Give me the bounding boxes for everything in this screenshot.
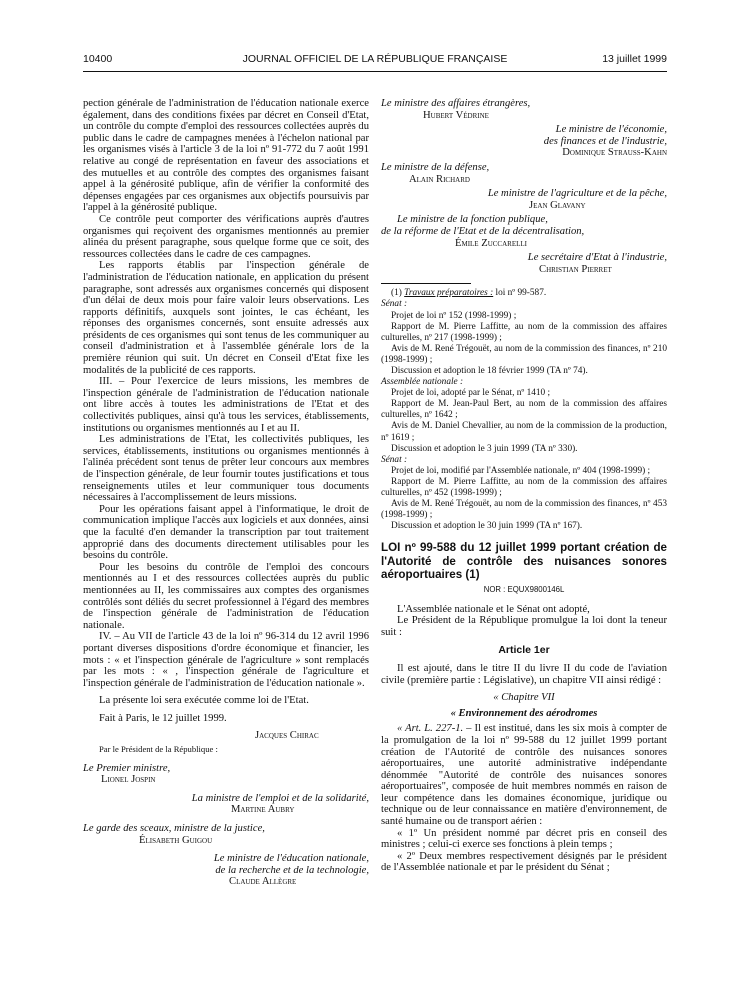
- footnote-line: Projet de loi, modifié par l'Assemblée nationale, nº 404 (1998-1999) ;: [391, 465, 651, 476]
- paragraph: Il est ajouté, dans le titre II du livre II du code de l'aviation civile (première partie : Législative), un chapitre VII ainsi rédigé :: [381, 662, 667, 686]
- paragraph: « 1º Un président nommé par décret pris en conseil des ministres ; celui-ci exerce ses fonctions à plein temps ;: [381, 827, 667, 851]
- signatory-title: Le ministre de la défense,: [381, 161, 490, 173]
- signatory-title: de la recherche et de la technologie,: [215, 864, 369, 876]
- signatory-name: Claude Allègre: [229, 876, 297, 888]
- nor-reference: NOR : EQUX9800146L: [483, 584, 565, 594]
- left-column: [83, 98, 369, 888]
- footnote-line: Projet de loi nº 152 (1998-1999) ;: [391, 310, 517, 321]
- chapter-heading: « Chapitre VII: [493, 692, 555, 704]
- footnote-rule: [381, 283, 471, 284]
- article-heading: Article 1er: [498, 644, 550, 657]
- signatory-name: Lionel Jospin: [101, 774, 156, 786]
- signatory-title: Le ministre des affaires étrangères,: [381, 98, 531, 109]
- signatory-name: Dominique Strauss-Kahn: [562, 147, 667, 159]
- footnote-line: Rapport de M. Pierre Laffitte, au nom de la commission des affaires culturelles, nº 217 (1998-1999) ;: [381, 321, 667, 343]
- right-column: [381, 98, 667, 874]
- footnote-line: Avis de M. René Trégouët, au nom de la commission des finances, nº 453 (1998-1999) ;: [381, 499, 667, 521]
- header-rule: [83, 71, 667, 72]
- signatory-title: Le ministre de la fonction publique,: [397, 214, 548, 226]
- signatory-title: Le secrétaire d'Etat à l'industrie,: [527, 252, 667, 264]
- footnote-line: Discussion et adoption le 18 février 1999 (TA nº 74).: [391, 365, 588, 376]
- footnote-line: Projet de loi, adopté par le Sénat, nº 1410 ;: [391, 388, 551, 399]
- signatory-title: Le ministre de l'agriculture et de la pêche,: [487, 188, 667, 200]
- paragraph: Les rapports établis par l'inspection générale de l'administration de l'éducation nationale, en application du présent paragraphe, sont adressés aux organismes concernés qui disposent d'un délai de deux mois pour faire valoir leurs observations. Les rapports définitifs, auxquels sont jointes, le cas échéant, les réponses des organismes concernés, sont ensuite adressés aux présidents de ces organismes qui sont tenus de les communiquer au conseil d'administration et à l'assemblée générale lors de la première réunion qui suit. Un décret en Conseil d'Etat fixe les modalités de la publicité de ces rapports.: [83, 260, 369, 376]
- signatory-name: Christian Pierret: [539, 263, 612, 275]
- paragraph: « 2º Deux membres respectivement désignés par le président de l'Assemblée nationale et par le président du Sénat ;: [381, 850, 667, 874]
- footnote-line: Discussion et adoption le 3 juin 1999 (TA nº 330).: [391, 443, 578, 454]
- issue-date: 13 juillet 1999: [602, 53, 667, 65]
- paragraph: Pour les besoins du contrôle de l'emploi des concours mentionnés au I et des ressources collectées auprès du public mentionnées au II, les commissaires aux comptes des organismes contrôlés sont déliés du secret professionnel à l'égard des membres de l'inspection générale de l'administration de l'éducation nationale.: [83, 561, 369, 631]
- footnote-heading: (1) Travaux préparatoires : loi nº 99-587.: [391, 288, 547, 299]
- signatory-title: de la réforme de l'Etat et de la décentralisation,: [381, 225, 585, 237]
- chamber-label: Sénat :: [381, 299, 408, 310]
- journal-title: JOURNAL OFFICIEL DE LA RÉPUBLIQUE FRANÇAISE: [242, 53, 508, 65]
- paragraph: Le Président de la République promulgue la loi dont la teneur suit :: [381, 615, 667, 638]
- paragraph: « Art. L. 227-1. – Il est institué, dans les six mois à compter de la promulgation de la loi nº 99-588 du 12 juillet 1999 portant création de l'Autorité de contrôle des nuisances sonores aéroportuaires, une autorité administrative indépendante dénommée "Autorité de contrôle des nuisances sonores aéroportuaires", composée de huit membres nommés en raison de leur compétence dans les domaines économique, juridique ou technique ou de leur connaissance en matière d'environnement, de santé humaine ou de transport aérien :: [381, 723, 667, 828]
- page-header: [83, 53, 667, 67]
- footnote-line: Avis de M. René Trégouët, au nom de la commission des finances, nº 210 (1998-1999) ;: [381, 343, 667, 365]
- paragraph: pection générale de l'administration de l'éducation nationale exerce également, dans des conditions fixées par décret en Conseil d'Etat, un contrôle du compte d'emploi des ressources collectées auprès du public dans le cadre de campagnes menées à l'échelon national par les organismes visés à l'article 3 de la loi nº 91-772 du 7 août 1991 relative au congé de représentation en faveur des associations et des mutuelles et au contrôle des comptes des organismes faisant appel à la générosité publique, afin de vérifier la conformité des dépenses engagées par ces organismes aux objectifs poursuivis par l'appel à la générosité publique.: [83, 98, 369, 214]
- footnote-line: Rapport de M. Pierre Laffitte, au nom de la commission des affaires culturelles, nº 452 (1998-1999) ;: [381, 476, 667, 498]
- done-at: Fait à Paris, le 12 juillet 1999.: [99, 712, 227, 724]
- signatory-title: Le Premier ministre,: [83, 762, 171, 774]
- president-signature: Jacques Chirac: [255, 730, 319, 742]
- chapter-title: « Environnement des aérodromes: [450, 707, 598, 719]
- signatory-title: La ministre de l'emploi et de la solidarité,: [191, 792, 369, 804]
- signatory-name: Jean Glavany: [529, 199, 586, 211]
- signatory-title: Le garde des sceaux, ministre de la justice,: [83, 823, 265, 835]
- law-title: LOI nº 99-588 du 12 juillet 1999 portant création de l'Autorité de contrôle des nuisances sonores aéroportuaires (1): [381, 541, 667, 581]
- chamber-label: Assemblée nationale :: [381, 377, 464, 388]
- paragraph: L'Assemblée nationale et le Sénat ont adopté,: [397, 603, 590, 615]
- signatory-name: Martine Aubry: [231, 804, 295, 816]
- signatory-title: Le ministre de l'éducation nationale,: [213, 853, 369, 865]
- signatory-title: des finances et de l'industrie,: [543, 135, 667, 147]
- page-number: 10400: [83, 53, 113, 65]
- paragraph: Ce contrôle peut comporter des vérifications auprès d'autres organismes qui reçoivent des organismes mentionnés au premier alinéa du présent paragraphe, sous quelque forme que ce soit, des ressources collectées dans le cadre de ces campagnes.: [83, 213, 369, 260]
- paragraph: III. – Pour l'exercice de leurs missions, les membres de l'inspection générale de l'administration de l'éducation nationale ont libre accès à toutes les administrations de l'Etat et des collectivités publiques, ainsi qu'à tous les services, établissements, institutions ou organismes mentionnés au I et au II.: [83, 376, 369, 434]
- paragraph: IV. – Au VII de l'article 43 de la loi nº 96-314 du 12 avril 1996 portant diverses dispositions d'ordre économique et financier, les mots : « et l'inspection générale de l'agriculture » sont remplacés par les mots : « , l'inspection générale de l'agriculture et l'inspection générale de l'administration de l'éducation nationale ».: [83, 631, 369, 689]
- signatory-name: Hubert Védrine: [423, 109, 489, 121]
- signatory-title: Le ministre de l'économie,: [555, 124, 667, 136]
- signatory-name: Alain Richard: [409, 173, 470, 185]
- paragraph: La présente loi sera exécutée comme loi de l'Etat.: [99, 695, 309, 707]
- signatory-name: Élisabeth Guigou: [139, 834, 213, 846]
- signatory-name: Émile Zuccarelli: [455, 237, 527, 249]
- footnote-line: Rapport de M. Jean-Paul Bert, au nom de la commission des affaires culturelles, nº 1642 ;: [381, 399, 667, 421]
- paragraph: Pour les opérations faisant appel à l'informatique, le droit de communication implique l'accès aux logiciels et aux données, ainsi que la faculté d'en demander la transcription par tout traitement approprié dans des documents directement utilisables pour les besoins du contrôle.: [83, 503, 369, 562]
- footnote-line: Avis de M. Daniel Chevallier, au nom de la commission de la production, nº 1619 ;: [381, 421, 667, 443]
- paragraph: Les administrations de l'Etat, les collectivités publiques, les services, établissements, institutions ou organismes mentionnés à l'alinéa précédent sont tenus de prêter leur concours aux membres de l'inspection générale, de leur fournir toutes justifications et tous renseignements utiles et leur communiquer tous documents nécessaires à l'accomplissement de leurs missions.: [83, 434, 369, 504]
- footnotes: [381, 288, 667, 532]
- link-travaux-preparatoires: Travaux préparatoires :: [404, 288, 494, 299]
- by-president-label: Par le Président de la République :: [99, 744, 218, 755]
- footnote-line: Discussion et adoption le 30 juin 1999 (TA nº 167).: [391, 521, 583, 532]
- chamber-label: Sénat :: [381, 454, 408, 465]
